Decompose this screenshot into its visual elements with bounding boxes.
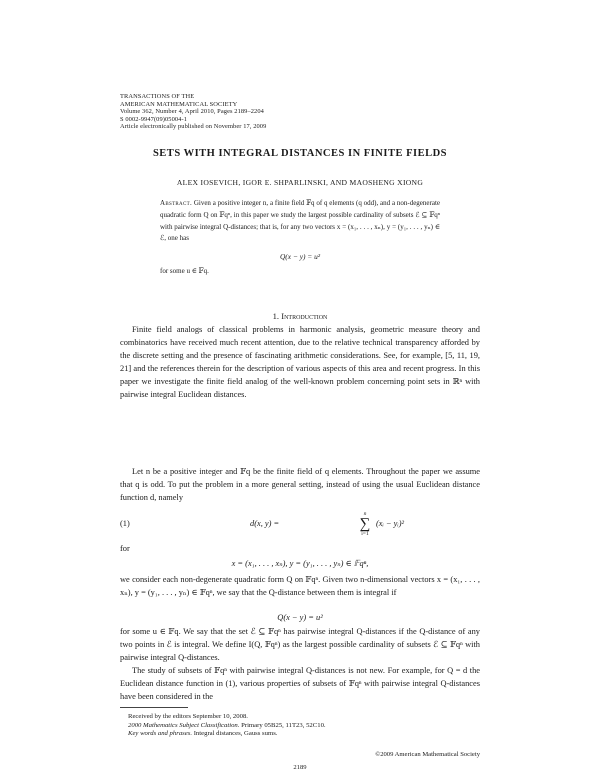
- paragraph-text: for some u ∈ 𝔽q. We say that the set ℰ ⊆ 𝔽qⁿ has pairwise integral Q-distances if the Q-distance of any two points in ℰ is integral. We define I(Q, 𝔽qⁿ) as the largest possible cardinality of subsets ℰ ⊆ 𝔽qⁿ with pairwise integral Q-distances.: [120, 627, 480, 662]
- footnote-msc-label: 2000 Mathematics Subject Classification.: [128, 721, 240, 729]
- paper-title: SETS WITH INTEGRAL DISTANCES IN FINITE FIELDS: [152, 148, 448, 159]
- paragraph-1: [120, 324, 480, 401]
- sum-upper-limit: n: [363, 511, 367, 517]
- paragraph-4: [120, 626, 480, 665]
- journal-header-line: TRANSACTIONS OF THE: [120, 93, 195, 100]
- footnote-msc: [120, 722, 480, 731]
- equation-vectors: x = (x₁, . . . , xₙ), y = (y₁, . . . , yₙ) ∈ 𝔽qⁿ,: [231, 559, 369, 568]
- sum-lower-limit: i=1: [361, 531, 369, 537]
- paragraph-text: Let n be a positive integer and 𝔽q be the finite field of q elements. Throughout the paper we assume that q is odd. To put the problem in a more general setting, instead of using the usual Euclidean distance function d, namely: [120, 467, 480, 502]
- paragraph-text: The study of subsets of 𝔽qⁿ with pairwise integral Q-distances is not new. For example, for Q = d the Euclidean distance function in (1), various properties of subsets of 𝔽qⁿ with pairwise integral Q-distances have been considered in the: [120, 666, 480, 701]
- equation-integral-distance: Q(x − y) = u²: [277, 613, 323, 622]
- page-number: 2189: [293, 764, 307, 771]
- paragraph-5: [120, 665, 480, 704]
- footnote-msc-text: Primary 05B25, 11T23, 52C10.: [241, 721, 326, 729]
- footnote-received: Received by the editors September 10, 2008.: [128, 713, 248, 720]
- abstract-tail: for some u ∈ 𝔽q.: [160, 267, 209, 275]
- abstract-label: Abstract.: [160, 199, 193, 207]
- equation-lhs: d(x, y) =: [250, 519, 280, 528]
- paragraph-text: Finite field analogs of classical problems in harmonic analysis, geometric measure theory and combinatorics have received much recent attention, due to the relative technical transparency afforded by the discrete setting and the presence of fascinating arithmetic considerations. See, for example, [5, 11, 19, 21] and the references therein for the description of various aspects of this area and recent progress. In this paper we investigate the finite field analog of the well-known problem concerning point sets in ℝⁿ with pairwise integral Euclidean distances.: [120, 325, 480, 399]
- footnote-divider: [120, 707, 188, 708]
- journal-header-line: Article electronically published on November 17, 2009: [120, 123, 267, 131]
- summation-symbol: [356, 511, 374, 537]
- abstract-text: Given a positive integer n, a finite field 𝔽q of q elements (q odd), and a non-degenerate quadratic form Q on 𝔽qⁿ, in this paper we study the largest possible cardinality of subsets ℰ ⊆ 𝔽qⁿ with pairwise integral Q-distances; that is, for any two vectors x = (x₁, . . . , xₙ), y = (y₁, . . . , yₙ) ∈ ℰ, one has: [160, 199, 441, 243]
- section-title: Introduction: [281, 311, 328, 321]
- footnotes: [120, 713, 480, 739]
- journal-header-line: Volume 362, Number 4, April 2010, Pages 2189–2204: [120, 108, 264, 116]
- section-heading: [0, 311, 600, 321]
- abstract: [160, 198, 440, 245]
- footnote-keywords: [120, 730, 480, 739]
- journal-header-line: S 0002-9947(09)05004-1: [120, 115, 187, 123]
- for-word: for: [120, 544, 130, 553]
- paragraph-text: we consider each non-degenerate quadratic form Q on 𝔽qⁿ. Given two n-dimensional vectors x = (x₁, . . . , xₙ), y = (y₁, . . . , yₙ) ∈ 𝔽qⁿ, we say that the Q-distance between them is integral if: [120, 575, 480, 597]
- journal-header-line: AMERICAN MATHEMATICAL SOCIETY: [120, 100, 238, 108]
- paper-authors: ALEX IOSEVICH, IGOR E. SHPARLINSKI, AND MAOSHENG XIONG: [176, 178, 424, 187]
- footnote-keywords-text: Integral distances, Gauss sums.: [193, 730, 278, 738]
- abstract-equation: Q(x − y) = u²: [279, 252, 321, 261]
- section-number: 1.: [272, 311, 280, 321]
- equation-rhs: (xᵢ − yᵢ)²: [376, 519, 405, 528]
- paragraph-3: [120, 574, 480, 600]
- journal-header: [120, 93, 266, 131]
- equation-1: [120, 511, 480, 539]
- equation-number: (1): [120, 519, 130, 528]
- sigma-icon: ∑: [359, 516, 371, 532]
- paragraph-2: [120, 466, 480, 505]
- footnote-keywords-label: Key words and phrases.: [128, 730, 193, 738]
- copyright-notice: ©2009 American Mathematical Society: [375, 751, 480, 758]
